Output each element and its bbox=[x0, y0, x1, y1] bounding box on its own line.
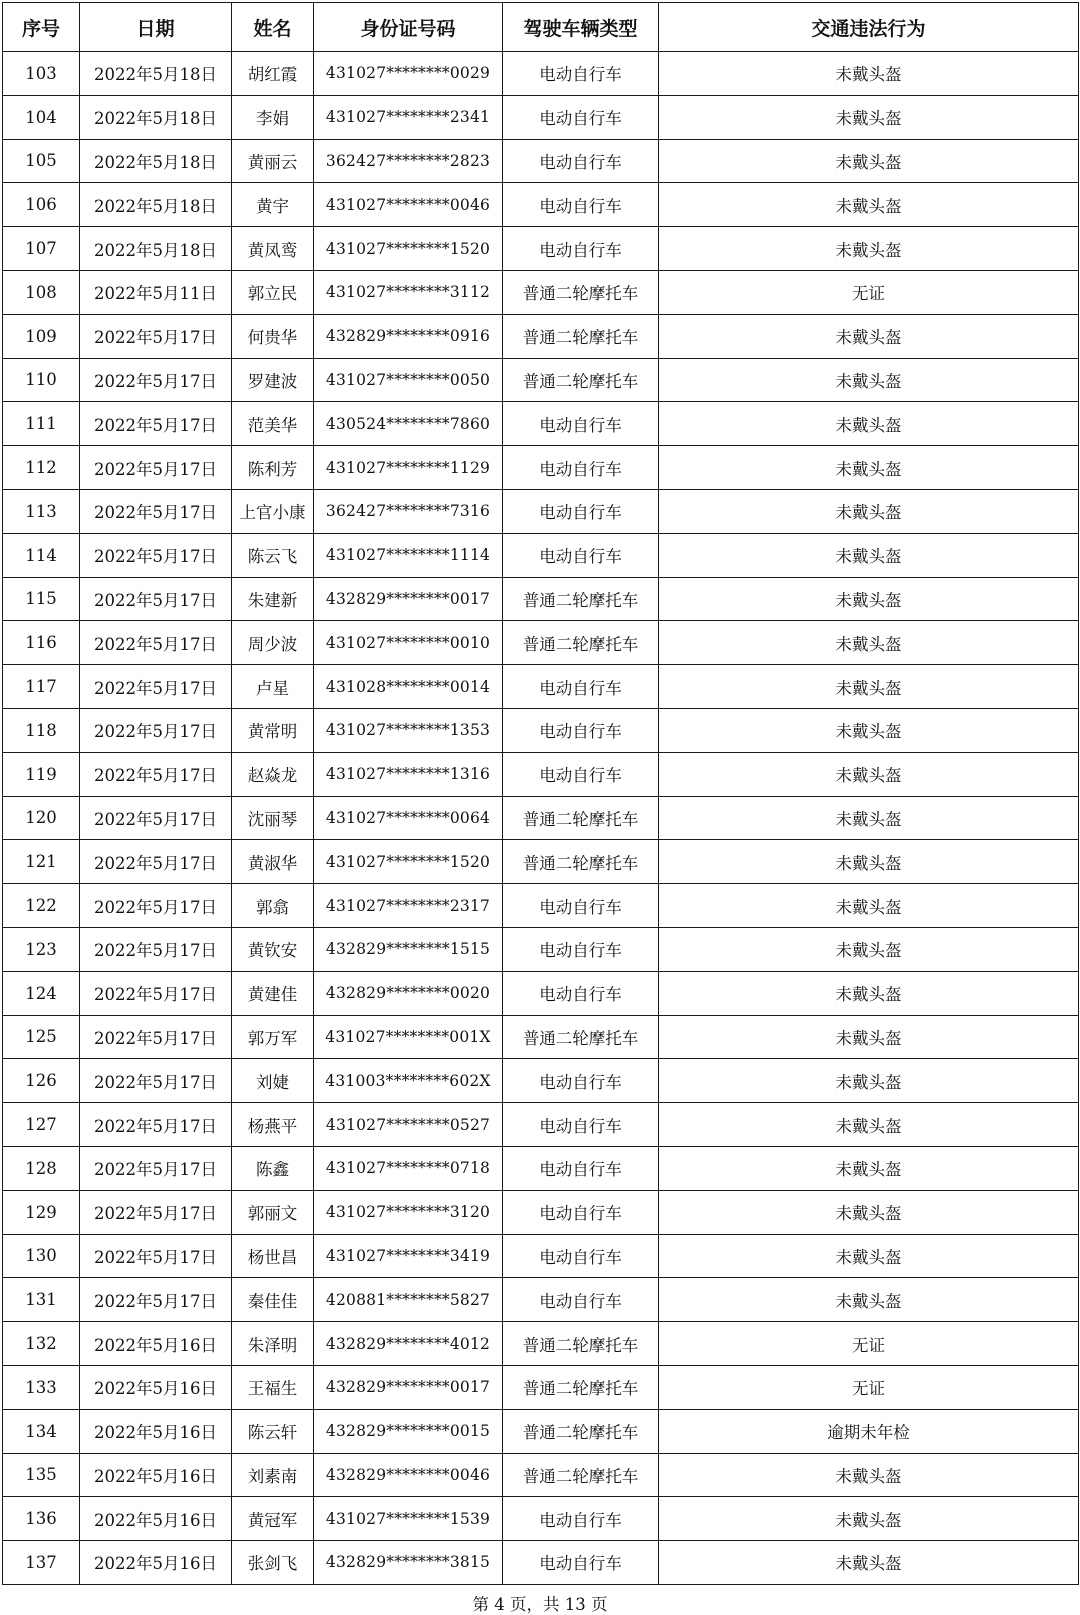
serial-number-cell: 118 bbox=[3, 708, 80, 752]
id-number-cell: 431027********2341 bbox=[314, 95, 503, 139]
date-cell: 2022年5月17日 bbox=[80, 533, 232, 577]
date-cell: 2022年5月16日 bbox=[80, 1497, 232, 1541]
violation-cell: 无证 bbox=[659, 270, 1079, 314]
id-number-cell: 431027********1316 bbox=[314, 752, 503, 796]
table-row bbox=[3, 446, 1079, 490]
serial-number-cell: 106 bbox=[3, 183, 80, 227]
violation-cell: 未戴头盔 bbox=[659, 139, 1079, 183]
name-cell: 何贵华 bbox=[232, 314, 314, 358]
serial-number-cell: 112 bbox=[3, 446, 80, 490]
date-cell: 2022年5月17日 bbox=[80, 1059, 232, 1103]
table-row bbox=[3, 971, 1079, 1015]
table-row bbox=[3, 139, 1079, 183]
serial-number-cell: 117 bbox=[3, 665, 80, 709]
id-number-cell: 431027********1539 bbox=[314, 1497, 503, 1541]
date-cell: 2022年5月16日 bbox=[80, 1322, 232, 1366]
vehicle-type-cell: 普通二轮摩托车 bbox=[503, 314, 659, 358]
vehicle-type-cell: 电动自行车 bbox=[503, 446, 659, 490]
vehicle-type-cell: 普通二轮摩托车 bbox=[503, 358, 659, 402]
table-row bbox=[3, 1541, 1079, 1585]
serial-number-cell: 114 bbox=[3, 533, 80, 577]
table-row bbox=[3, 840, 1079, 884]
header-violation: 交通违法行为 bbox=[659, 3, 1079, 52]
table-row bbox=[3, 1190, 1079, 1234]
id-number-cell: 362427********7316 bbox=[314, 489, 503, 533]
vehicle-type-cell: 电动自行车 bbox=[503, 1541, 659, 1585]
name-cell: 张剑飞 bbox=[232, 1541, 314, 1585]
vehicle-type-cell: 电动自行车 bbox=[503, 183, 659, 227]
serial-number-cell: 124 bbox=[3, 971, 80, 1015]
table-row bbox=[3, 1278, 1079, 1322]
violation-cell: 未戴头盔 bbox=[659, 358, 1079, 402]
id-number-cell: 432829********1515 bbox=[314, 927, 503, 971]
table-row bbox=[3, 52, 1079, 96]
name-cell: 范美华 bbox=[232, 402, 314, 446]
name-cell: 沈丽琴 bbox=[232, 796, 314, 840]
serial-number-cell: 103 bbox=[3, 52, 80, 96]
date-cell: 2022年5月11日 bbox=[80, 270, 232, 314]
serial-number-cell: 135 bbox=[3, 1453, 80, 1497]
serial-number-cell: 130 bbox=[3, 1234, 80, 1278]
name-cell: 黄冠军 bbox=[232, 1497, 314, 1541]
name-cell: 李娟 bbox=[232, 95, 314, 139]
name-cell: 周少波 bbox=[232, 621, 314, 665]
serial-number-cell: 132 bbox=[3, 1322, 80, 1366]
violation-cell: 未戴头盔 bbox=[659, 95, 1079, 139]
vehicle-type-cell: 电动自行车 bbox=[503, 752, 659, 796]
serial-number-cell: 123 bbox=[3, 927, 80, 971]
name-cell: 黄建佳 bbox=[232, 971, 314, 1015]
date-cell: 2022年5月17日 bbox=[80, 314, 232, 358]
id-number-cell: 431027********0718 bbox=[314, 1146, 503, 1190]
date-cell: 2022年5月17日 bbox=[80, 971, 232, 1015]
date-cell: 2022年5月18日 bbox=[80, 95, 232, 139]
name-cell: 黄宇 bbox=[232, 183, 314, 227]
violation-cell: 未戴头盔 bbox=[659, 1190, 1079, 1234]
serial-number-cell: 105 bbox=[3, 139, 80, 183]
date-cell: 2022年5月16日 bbox=[80, 1409, 232, 1453]
name-cell: 黄淑华 bbox=[232, 840, 314, 884]
date-cell: 2022年5月17日 bbox=[80, 402, 232, 446]
vehicle-type-cell: 电动自行车 bbox=[503, 1103, 659, 1147]
id-number-cell: 431027********1129 bbox=[314, 446, 503, 490]
vehicle-type-cell: 电动自行车 bbox=[503, 1497, 659, 1541]
id-number-cell: 432829********0015 bbox=[314, 1409, 503, 1453]
date-cell: 2022年5月17日 bbox=[80, 708, 232, 752]
serial-number-cell: 111 bbox=[3, 402, 80, 446]
table-row bbox=[3, 1146, 1079, 1190]
violation-cell: 未戴头盔 bbox=[659, 52, 1079, 96]
serial-number-cell: 125 bbox=[3, 1015, 80, 1059]
serial-number-cell: 122 bbox=[3, 884, 80, 928]
violation-cell: 未戴头盔 bbox=[659, 971, 1079, 1015]
table-row bbox=[3, 884, 1079, 928]
violation-cell: 未戴头盔 bbox=[659, 708, 1079, 752]
date-cell: 2022年5月18日 bbox=[80, 139, 232, 183]
table-row bbox=[3, 1409, 1079, 1453]
serial-number-cell: 116 bbox=[3, 621, 80, 665]
table-row bbox=[3, 621, 1079, 665]
vehicle-type-cell: 普通二轮摩托车 bbox=[503, 1015, 659, 1059]
id-number-cell: 420881********5827 bbox=[314, 1278, 503, 1322]
serial-number-cell: 115 bbox=[3, 577, 80, 621]
table-row bbox=[3, 577, 1079, 621]
id-number-cell: 431027********2317 bbox=[314, 884, 503, 928]
violation-cell: 未戴头盔 bbox=[659, 1278, 1079, 1322]
violation-cell: 未戴头盔 bbox=[659, 665, 1079, 709]
date-cell: 2022年5月17日 bbox=[80, 884, 232, 928]
vehicle-type-cell: 电动自行车 bbox=[503, 489, 659, 533]
name-cell: 刘婕 bbox=[232, 1059, 314, 1103]
vehicle-type-cell: 普通二轮摩托车 bbox=[503, 1409, 659, 1453]
violation-table bbox=[2, 2, 1079, 1585]
id-number-cell: 431027********1520 bbox=[314, 227, 503, 271]
violation-cell: 未戴头盔 bbox=[659, 314, 1079, 358]
table-header bbox=[3, 3, 1079, 52]
serial-number-cell: 113 bbox=[3, 489, 80, 533]
header-vehicle-type: 驾驶车辆类型 bbox=[503, 3, 659, 52]
violation-cell: 未戴头盔 bbox=[659, 227, 1079, 271]
date-cell: 2022年5月16日 bbox=[80, 1365, 232, 1409]
id-number-cell: 431027********3120 bbox=[314, 1190, 503, 1234]
table-row bbox=[3, 796, 1079, 840]
id-number-cell: 431027********1520 bbox=[314, 840, 503, 884]
name-cell: 陈利芳 bbox=[232, 446, 314, 490]
date-cell: 2022年5月17日 bbox=[80, 752, 232, 796]
id-number-cell: 431027********001X bbox=[314, 1015, 503, 1059]
vehicle-type-cell: 电动自行车 bbox=[503, 1190, 659, 1234]
violation-cell: 未戴头盔 bbox=[659, 1015, 1079, 1059]
violation-cell: 未戴头盔 bbox=[659, 1541, 1079, 1585]
serial-number-cell: 134 bbox=[3, 1409, 80, 1453]
serial-number-cell: 137 bbox=[3, 1541, 80, 1585]
table-row bbox=[3, 533, 1079, 577]
date-cell: 2022年5月17日 bbox=[80, 1190, 232, 1234]
serial-number-cell: 121 bbox=[3, 840, 80, 884]
table-row bbox=[3, 1015, 1079, 1059]
table-row bbox=[3, 314, 1079, 358]
date-cell: 2022年5月17日 bbox=[80, 927, 232, 971]
name-cell: 罗建波 bbox=[232, 358, 314, 402]
table-row bbox=[3, 402, 1079, 446]
table-row bbox=[3, 183, 1079, 227]
name-cell: 陈云飞 bbox=[232, 533, 314, 577]
date-cell: 2022年5月18日 bbox=[80, 52, 232, 96]
id-number-cell: 432829********0017 bbox=[314, 577, 503, 621]
table-row bbox=[3, 1234, 1079, 1278]
id-number-cell: 431027********0029 bbox=[314, 52, 503, 96]
vehicle-type-cell: 普通二轮摩托车 bbox=[503, 1365, 659, 1409]
vehicle-type-cell: 电动自行车 bbox=[503, 95, 659, 139]
id-number-cell: 431027********1114 bbox=[314, 533, 503, 577]
vehicle-type-cell: 电动自行车 bbox=[503, 1059, 659, 1103]
violation-cell: 未戴头盔 bbox=[659, 1234, 1079, 1278]
violation-cell: 未戴头盔 bbox=[659, 489, 1079, 533]
violation-cell: 未戴头盔 bbox=[659, 796, 1079, 840]
serial-number-cell: 108 bbox=[3, 270, 80, 314]
serial-number-cell: 107 bbox=[3, 227, 80, 271]
table-row bbox=[3, 665, 1079, 709]
id-number-cell: 432829********3815 bbox=[314, 1541, 503, 1585]
id-number-cell: 432829********0046 bbox=[314, 1453, 503, 1497]
header-name: 姓名 bbox=[232, 3, 314, 52]
name-cell: 郭万军 bbox=[232, 1015, 314, 1059]
header-serial-number: 序号 bbox=[3, 3, 80, 52]
serial-number-cell: 119 bbox=[3, 752, 80, 796]
violation-cell: 未戴头盔 bbox=[659, 533, 1079, 577]
id-number-cell: 431027********1353 bbox=[314, 708, 503, 752]
id-number-cell: 432829********0020 bbox=[314, 971, 503, 1015]
date-cell: 2022年5月17日 bbox=[80, 577, 232, 621]
name-cell: 王福生 bbox=[232, 1365, 314, 1409]
table-row bbox=[3, 708, 1079, 752]
id-number-cell: 431003********602X bbox=[314, 1059, 503, 1103]
violation-cell: 未戴头盔 bbox=[659, 402, 1079, 446]
name-cell: 朱建新 bbox=[232, 577, 314, 621]
name-cell: 陈云轩 bbox=[232, 1409, 314, 1453]
id-number-cell: 432829********0017 bbox=[314, 1365, 503, 1409]
date-cell: 2022年5月18日 bbox=[80, 227, 232, 271]
vehicle-type-cell: 电动自行车 bbox=[503, 665, 659, 709]
serial-number-cell: 104 bbox=[3, 95, 80, 139]
serial-number-cell: 129 bbox=[3, 1190, 80, 1234]
name-cell: 卢星 bbox=[232, 665, 314, 709]
id-number-cell: 431027********0046 bbox=[314, 183, 503, 227]
table-row bbox=[3, 752, 1079, 796]
table-row bbox=[3, 227, 1079, 271]
serial-number-cell: 133 bbox=[3, 1365, 80, 1409]
date-cell: 2022年5月17日 bbox=[80, 489, 232, 533]
id-number-cell: 431027********0527 bbox=[314, 1103, 503, 1147]
id-number-cell: 430524********7860 bbox=[314, 402, 503, 446]
header-date: 日期 bbox=[80, 3, 232, 52]
vehicle-type-cell: 普通二轮摩托车 bbox=[503, 840, 659, 884]
id-number-cell: 431028********0014 bbox=[314, 665, 503, 709]
violation-cell: 未戴头盔 bbox=[659, 1103, 1079, 1147]
table-body bbox=[3, 52, 1079, 1585]
name-cell: 陈鑫 bbox=[232, 1146, 314, 1190]
name-cell: 胡红霞 bbox=[232, 52, 314, 96]
date-cell: 2022年5月17日 bbox=[80, 358, 232, 402]
date-cell: 2022年5月16日 bbox=[80, 1453, 232, 1497]
serial-number-cell: 126 bbox=[3, 1059, 80, 1103]
id-number-cell: 431027********0050 bbox=[314, 358, 503, 402]
violation-cell: 未戴头盔 bbox=[659, 1059, 1079, 1103]
vehicle-type-cell: 电动自行车 bbox=[503, 52, 659, 96]
date-cell: 2022年5月17日 bbox=[80, 796, 232, 840]
vehicle-type-cell: 电动自行车 bbox=[503, 1234, 659, 1278]
serial-number-cell: 120 bbox=[3, 796, 80, 840]
id-number-cell: 362427********2823 bbox=[314, 139, 503, 183]
name-cell: 赵焱龙 bbox=[232, 752, 314, 796]
id-number-cell: 431027********0064 bbox=[314, 796, 503, 840]
id-number-cell: 432829********0916 bbox=[314, 314, 503, 358]
violation-cell: 未戴头盔 bbox=[659, 927, 1079, 971]
header-row bbox=[3, 3, 1079, 52]
date-cell: 2022年5月17日 bbox=[80, 446, 232, 490]
serial-number-cell: 109 bbox=[3, 314, 80, 358]
vehicle-type-cell: 电动自行车 bbox=[503, 971, 659, 1015]
violation-cell: 未戴头盔 bbox=[659, 840, 1079, 884]
date-cell: 2022年5月17日 bbox=[80, 1103, 232, 1147]
date-cell: 2022年5月17日 bbox=[80, 1146, 232, 1190]
name-cell: 上官小康 bbox=[232, 489, 314, 533]
name-cell: 郭立民 bbox=[232, 270, 314, 314]
name-cell: 郭丽文 bbox=[232, 1190, 314, 1234]
id-number-cell: 431027********0010 bbox=[314, 621, 503, 665]
vehicle-type-cell: 电动自行车 bbox=[503, 1278, 659, 1322]
vehicle-type-cell: 普通二轮摩托车 bbox=[503, 796, 659, 840]
vehicle-type-cell: 电动自行车 bbox=[503, 227, 659, 271]
name-cell: 刘素南 bbox=[232, 1453, 314, 1497]
serial-number-cell: 110 bbox=[3, 358, 80, 402]
name-cell: 杨世昌 bbox=[232, 1234, 314, 1278]
table-row bbox=[3, 1103, 1079, 1147]
vehicle-type-cell: 普通二轮摩托车 bbox=[503, 1322, 659, 1366]
vehicle-type-cell: 普通二轮摩托车 bbox=[503, 577, 659, 621]
table-row bbox=[3, 927, 1079, 971]
violation-cell: 未戴头盔 bbox=[659, 1497, 1079, 1541]
violation-cell: 未戴头盔 bbox=[659, 1453, 1079, 1497]
violation-cell: 未戴头盔 bbox=[659, 1146, 1079, 1190]
date-cell: 2022年5月16日 bbox=[80, 1541, 232, 1585]
name-cell: 秦佳佳 bbox=[232, 1278, 314, 1322]
violation-cell: 未戴头盔 bbox=[659, 446, 1079, 490]
violation-cell: 无证 bbox=[659, 1365, 1079, 1409]
table-row bbox=[3, 1365, 1079, 1409]
date-cell: 2022年5月17日 bbox=[80, 1015, 232, 1059]
table-row bbox=[3, 1497, 1079, 1541]
date-cell: 2022年5月18日 bbox=[80, 183, 232, 227]
name-cell: 郭翕 bbox=[232, 884, 314, 928]
violation-cell: 未戴头盔 bbox=[659, 577, 1079, 621]
table-row bbox=[3, 95, 1079, 139]
name-cell: 朱泽明 bbox=[232, 1322, 314, 1366]
violation-cell: 逾期未年检 bbox=[659, 1409, 1079, 1453]
header-id-number: 身份证号码 bbox=[314, 3, 503, 52]
vehicle-type-cell: 普通二轮摩托车 bbox=[503, 1453, 659, 1497]
id-number-cell: 431027********3112 bbox=[314, 270, 503, 314]
table-row bbox=[3, 489, 1079, 533]
violation-cell: 未戴头盔 bbox=[659, 621, 1079, 665]
name-cell: 杨燕平 bbox=[232, 1103, 314, 1147]
violation-cell: 未戴头盔 bbox=[659, 884, 1079, 928]
vehicle-type-cell: 电动自行车 bbox=[503, 927, 659, 971]
vehicle-type-cell: 电动自行车 bbox=[503, 708, 659, 752]
vehicle-type-cell: 电动自行车 bbox=[503, 139, 659, 183]
vehicle-type-cell: 电动自行车 bbox=[503, 402, 659, 446]
violation-cell: 未戴头盔 bbox=[659, 752, 1079, 796]
date-cell: 2022年5月17日 bbox=[80, 840, 232, 884]
vehicle-type-cell: 电动自行车 bbox=[503, 884, 659, 928]
date-cell: 2022年5月17日 bbox=[80, 665, 232, 709]
table-row bbox=[3, 1453, 1079, 1497]
id-number-cell: 432829********4012 bbox=[314, 1322, 503, 1366]
name-cell: 黄常明 bbox=[232, 708, 314, 752]
serial-number-cell: 136 bbox=[3, 1497, 80, 1541]
table-row bbox=[3, 270, 1079, 314]
violation-cell: 未戴头盔 bbox=[659, 183, 1079, 227]
date-cell: 2022年5月17日 bbox=[80, 1234, 232, 1278]
name-cell: 黄丽云 bbox=[232, 139, 314, 183]
date-cell: 2022年5月17日 bbox=[80, 1278, 232, 1322]
vehicle-type-cell: 电动自行车 bbox=[503, 1146, 659, 1190]
table-row bbox=[3, 1322, 1079, 1366]
name-cell: 黄凤鸾 bbox=[232, 227, 314, 271]
table-row bbox=[3, 1059, 1079, 1103]
violation-cell: 无证 bbox=[659, 1322, 1079, 1366]
serial-number-cell: 131 bbox=[3, 1278, 80, 1322]
serial-number-cell: 128 bbox=[3, 1146, 80, 1190]
serial-number-cell: 127 bbox=[3, 1103, 80, 1147]
name-cell: 黄钦安 bbox=[232, 927, 314, 971]
page-footer: 第 4 页，共 13 页 bbox=[472, 1595, 608, 1614]
vehicle-type-cell: 电动自行车 bbox=[503, 533, 659, 577]
vehicle-type-cell: 普通二轮摩托车 bbox=[503, 270, 659, 314]
vehicle-type-cell: 普通二轮摩托车 bbox=[503, 621, 659, 665]
id-number-cell: 431027********3419 bbox=[314, 1234, 503, 1278]
table-row bbox=[3, 358, 1079, 402]
date-cell: 2022年5月17日 bbox=[80, 621, 232, 665]
